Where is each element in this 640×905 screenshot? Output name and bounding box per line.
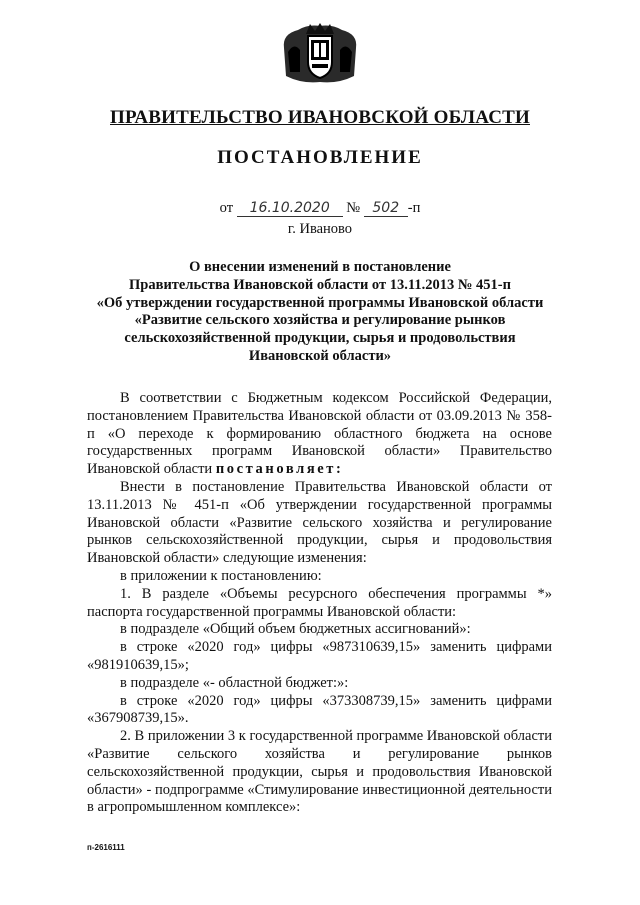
coat-of-arms-icon [278, 22, 362, 86]
paragraph: в подразделе «Общий объем бюджетных ассигнований»: [120, 621, 471, 638]
number-suffix: -п [407, 200, 421, 216]
paragraph: в подразделе «- областной бюджет:»: [120, 674, 349, 691]
subject-line: «Об утверждении государственной программы Ивановской области [96, 294, 544, 311]
document-subject [80, 259, 560, 366]
paragraph: Внести в постановление Правительства Ивановской области от 13.11.2013 № 451-п «Об утверждении государственной программы Ивановской области «Развитие сельского хозяйства и регулирование рынков сельскохозяйственной продукции, сырья и продовольствия Ивановской области» следующие изменения: [87, 478, 552, 567]
number-prefix: № [346, 200, 361, 216]
paragraph: в приложении к постановлению: [120, 567, 322, 584]
government-title: ПРАВИТЕЛЬСТВО ИВАНОВСКОЙ ОБЛАСТИ [110, 107, 530, 128]
paragraph: 1. В разделе «Объемы ресурсного обеспечения программы *» паспорта государственной программы Ивановской области: [87, 585, 552, 620]
paragraph: в строке «2020 год» цифры «373308739,15» заменить цифрами «367908739,15». [87, 692, 552, 727]
resolution-word: постановляет: [215, 461, 344, 478]
subject-line: О внесении изменений в постановление [189, 259, 451, 275]
paragraph [87, 390, 552, 479]
footer-code: п-2616111 [87, 843, 125, 852]
city: г. Иваново [287, 221, 353, 237]
document-body [87, 390, 552, 817]
document-number: 502 [364, 200, 408, 217]
paragraph-text: В соответствии с Бюджетным кодексом Российской Федерации, постановлением Правительства Ивановской области от 03.09.2013 № 358-п «О переходе к формированию областного бюджета на основе государственных программ Ивановской области» Правительство Ивановской области [87, 390, 552, 478]
subject-line: «Развитие сельского хозяйства и регулирование рынков [134, 312, 506, 329]
subject-line: сельскохозяйственной продукции, сырья и продовольствия [124, 330, 516, 347]
document-date: 16.10.2020 [237, 200, 343, 217]
date-number-line [0, 200, 640, 217]
date-prefix: от [219, 200, 234, 216]
subject-line: Ивановской области» [248, 347, 392, 364]
paragraph: 2. В приложении 3 к государственной программе Ивановской области «Развитие сельского хозяйства и регулирование рынков сельскохозяйственной продукции, сырья и продовольствия Ивановской области» - подпрограмме «Стимулирование инвестиционной деятельности в агропромышленном комплексе»: [87, 728, 552, 816]
document-type: ПОСТАНОВЛЕНИЕ [217, 147, 423, 168]
paragraph: в строке «2020 год» цифры «987310639,15» заменить цифрами «981910639,15»; [87, 639, 552, 673]
subject-line: Правительства Ивановской области от 13.11.2013 № 451-п [129, 276, 511, 293]
